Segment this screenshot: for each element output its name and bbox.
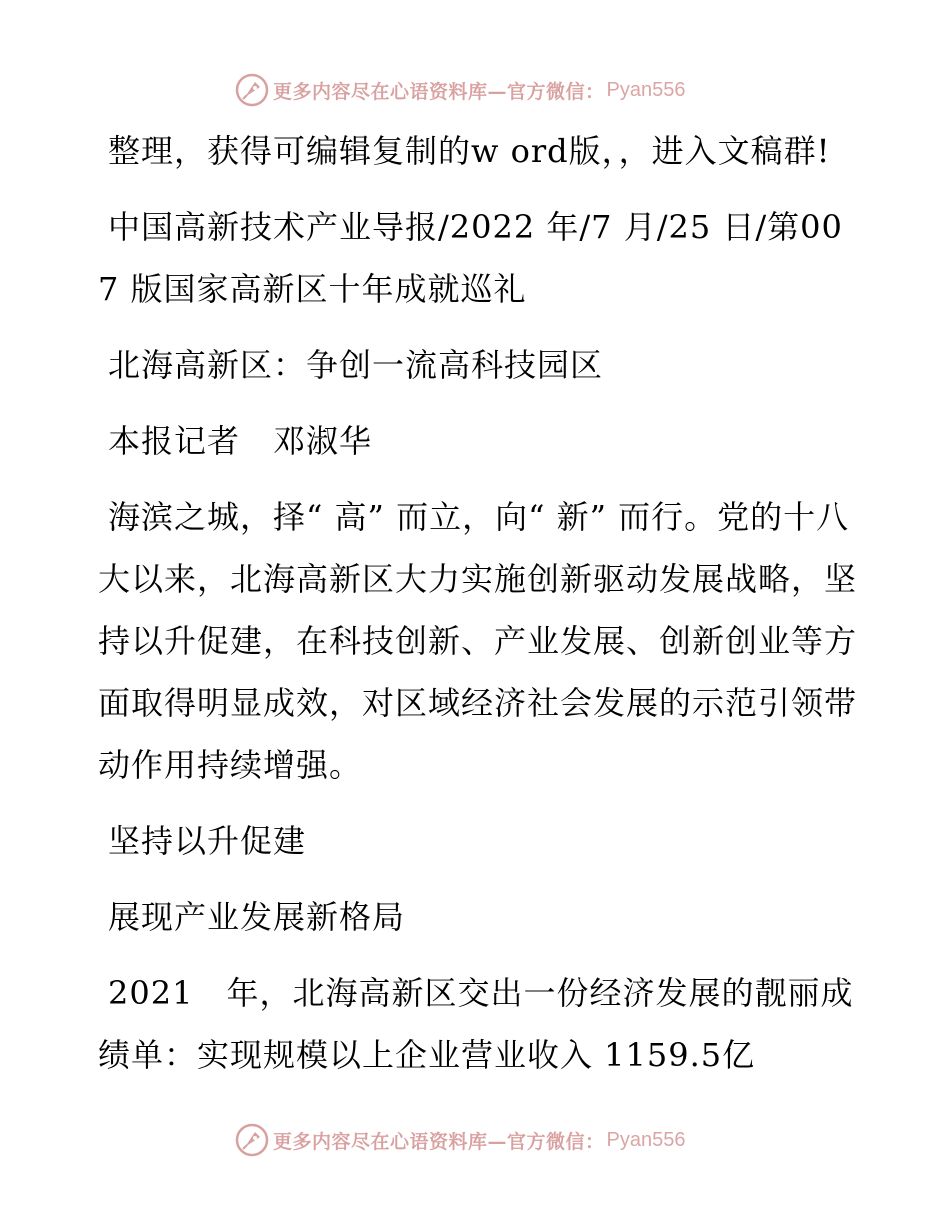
pen-nib-icon xyxy=(235,1123,269,1157)
section-heading-line2: 展现产业发展新格局 xyxy=(108,898,406,936)
watermark-text: 更多内容尽在心语资料库—官方微信： xyxy=(273,1130,605,1153)
article-title: 北海高新区：争创一流高科技园区 xyxy=(108,346,604,384)
paragraph-body: 2021 年，北海高新区交出一份经济发展的靓丽成绩单：实现规模以上企业营业收入 1159.5亿 xyxy=(98,974,854,1074)
section-heading-line1: 坚持以升促建 xyxy=(108,822,307,860)
article-byline: 本报记者 邓淑华 xyxy=(108,422,373,460)
watermark-wechat-id: Pyan556 xyxy=(606,1128,686,1151)
paragraph-source: 中国高新技术产业导报/2022 年/7 月/25 日/第007 版国家高新区十年成就巡礼 xyxy=(98,208,843,308)
paragraph-lead: 海滨之城，择“ 高” 而立，向“ 新” 而行。党的十八大以来，北海高新区大力实施创新驱动发展战略，坚持以升促建，在科技创新、产业发展、创新创业等方面取得明显成效，对区域经济社会发展的示范引领带动作用持续增强。 xyxy=(98,498,858,784)
watermark-header xyxy=(235,72,685,108)
watermark-wechat-id: Pyan556 xyxy=(606,78,686,101)
watermark-footer xyxy=(235,1122,685,1158)
pen-nib-icon xyxy=(235,73,269,107)
watermark-text: 更多内容尽在心语资料库—官方微信： xyxy=(273,80,605,103)
document-body xyxy=(98,120,858,1100)
paragraph-intro: 整理，获得可编辑复制的w ord版，，进入文稿群! xyxy=(108,132,831,170)
